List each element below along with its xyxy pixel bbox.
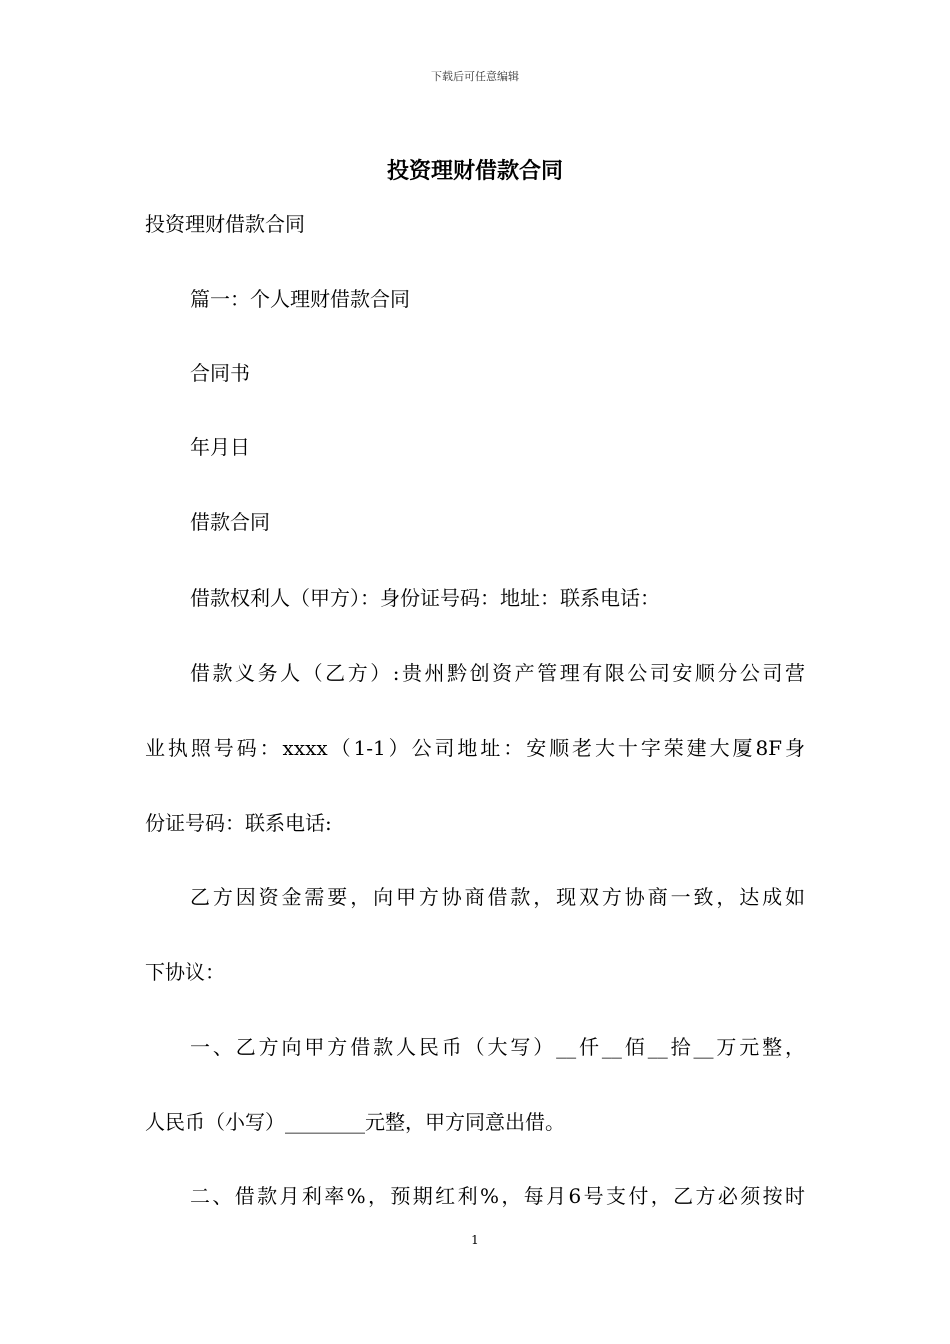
clause-1-line-1: 一、乙方向甲方借款人民币（大写）__仟__佰__拾__万元整， — [190, 1035, 805, 1059]
date-line: 年月日 — [190, 435, 250, 459]
agreement-intro-line-2: 下协议： — [145, 960, 225, 984]
clause-2-line-1: 二、借款月利率%，预期红利%，每月6号支付，乙方必须按时 — [190, 1184, 805, 1208]
party-b-line-2: 业执照号码：xxxx（1-1）公司地址：安顺老大十字荣建大厦8F身 — [145, 736, 805, 760]
party-b-line-3: 份证号码：联系电话: — [145, 811, 332, 835]
section-heading: 篇一：个人理财借款合同 — [190, 287, 410, 311]
loan-contract-label: 借款合同 — [190, 510, 270, 534]
party-a-line: 借款权利人（甲方）：身份证号码：地址：联系电话： — [190, 586, 660, 610]
subtitle-line: 投资理财借款合同 — [145, 212, 305, 236]
clause-1-line-2: 人民币（小写）________元整，甲方同意出借。 — [145, 1110, 565, 1134]
document-title: 投资理财借款合同 — [386, 158, 563, 184]
contract-book-label: 合同书 — [190, 361, 250, 385]
party-b-line-1: 借款义务人（乙方）:贵州黔创资产管理有限公司安顺分公司营 — [190, 661, 805, 685]
header-note: 下载后可任意编辑 — [431, 70, 519, 83]
page-number: 1 — [471, 1233, 479, 1247]
agreement-intro-line-1: 乙方因资金需要，向甲方协商借款，现双方协商一致，达成如 — [190, 885, 805, 909]
